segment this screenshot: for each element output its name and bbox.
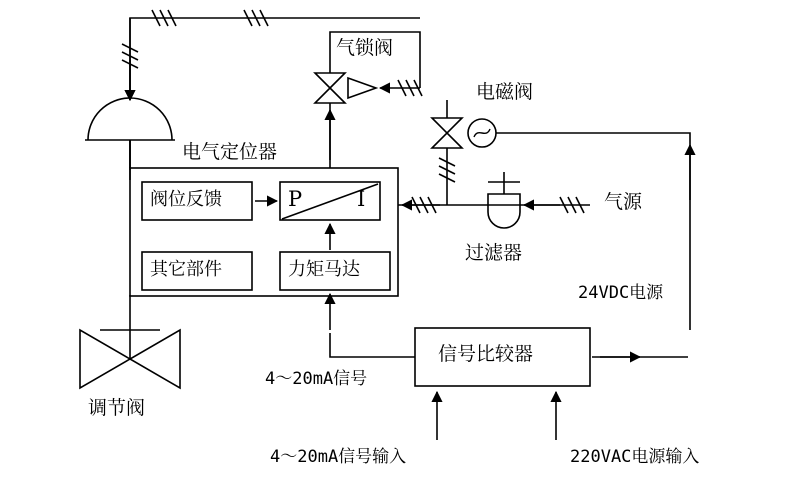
valve-position-feedback-label: 阀位反馈 — [150, 189, 222, 210]
air-lock-valve-label: 气锁阀 — [336, 37, 394, 59]
control-valve-label: 调节阀 — [88, 397, 146, 419]
control-valve-symbol — [80, 330, 180, 388]
signal-input-label: 4～20mA信号输入 — [270, 447, 407, 467]
solenoid-valve-symbol — [432, 100, 496, 205]
filter-symbol — [488, 172, 520, 228]
solenoid-valve-label: 电磁阀 — [476, 81, 534, 103]
air-source-label: 气源 — [604, 191, 643, 213]
filter-label: 过滤器 — [465, 242, 523, 264]
power-input-label: 220VAC电源输入 — [570, 447, 700, 467]
p-symbol-label: P — [288, 187, 303, 211]
signal-4-20ma-label: 4～20mA信号 — [265, 369, 368, 389]
i-symbol-label: I — [357, 187, 366, 211]
air-lock-valve-symbol — [315, 73, 376, 168]
comparator-to-signal-line — [330, 333, 415, 357]
solenoid-pipe-hatching — [439, 158, 455, 182]
positioner-label: 电气定位器 — [182, 141, 278, 163]
power-24vdc-label: 24VDC电源 — [578, 283, 664, 303]
other-components-label: 其它部件 — [150, 259, 222, 280]
air-supply-line — [398, 197, 590, 213]
torque-motor-label: 力矩马达 — [288, 259, 360, 280]
signal-comparator-label: 信号比较器 — [438, 343, 534, 365]
